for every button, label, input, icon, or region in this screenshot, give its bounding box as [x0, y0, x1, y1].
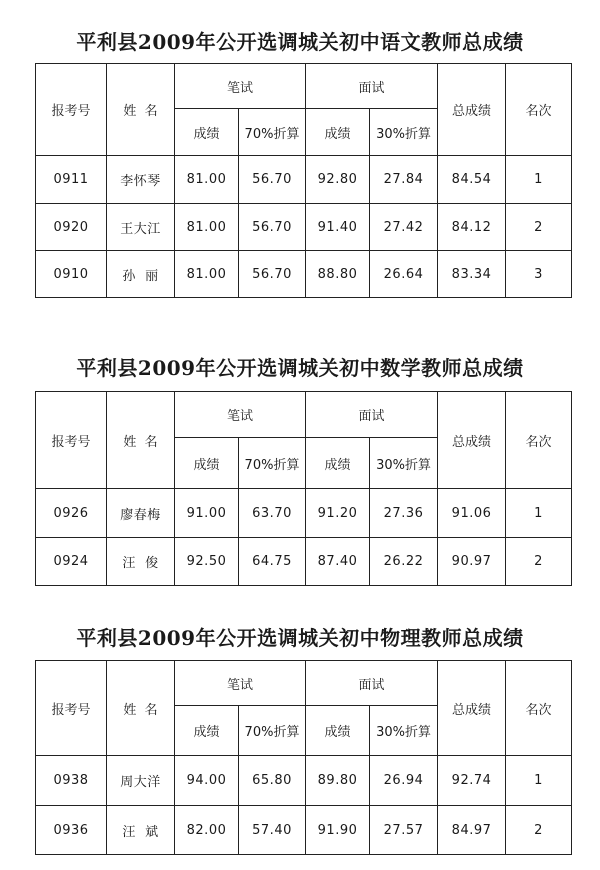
section-title: 平利县2009年公开选调城关初中数学教师总成绩 [76, 356, 524, 380]
header-name: 姓 名 [107, 64, 175, 156]
rank-cell: 3 [506, 251, 572, 298]
header-rank: 名次 [506, 392, 572, 489]
written-70-cell: 56.70 [239, 156, 306, 204]
written-score-cell: 82.00 [175, 806, 239, 855]
total-cell: 84.54 [438, 156, 506, 204]
rank-cell: 1 [506, 489, 572, 538]
header-total: 总成绩 [438, 661, 506, 756]
interview-30-cell: 26.94 [370, 756, 438, 806]
section-physics [0, 622, 600, 840]
interview-30-cell: 26.64 [370, 251, 438, 298]
section-chinese [0, 26, 600, 284]
name-cell: 王大江 [107, 204, 175, 251]
written-score-cell: 92.50 [175, 538, 239, 586]
interview-score-cell: 91.20 [306, 489, 370, 538]
header-rank: 名次 [506, 661, 572, 756]
table-row [36, 489, 572, 538]
header-interview-score: 成绩 [306, 706, 370, 756]
total-cell: 91.06 [438, 489, 506, 538]
header-interview: 面试 [306, 64, 438, 109]
header-interview-30: 30%折算 [370, 438, 438, 489]
written-70-cell: 56.70 [239, 251, 306, 298]
interview-score-cell: 91.90 [306, 806, 370, 855]
header-rank: 名次 [506, 64, 572, 156]
interview-30-cell: 27.42 [370, 204, 438, 251]
name-cell: 汪 斌 [107, 806, 175, 855]
interview-30-cell: 27.57 [370, 806, 438, 855]
interview-30-cell: 26.22 [370, 538, 438, 586]
header-written-score: 成绩 [175, 706, 239, 756]
total-cell: 84.12 [438, 204, 506, 251]
scores-table [35, 391, 572, 586]
header-name: 姓 名 [107, 392, 175, 489]
header-interview-score: 成绩 [306, 438, 370, 489]
header-interview-score: 成绩 [306, 109, 370, 156]
written-score-cell: 94.00 [175, 756, 239, 806]
interview-score-cell: 91.40 [306, 204, 370, 251]
rank-cell: 2 [506, 204, 572, 251]
exam-no-cell: 0911 [36, 156, 107, 204]
exam-no-cell: 0926 [36, 489, 107, 538]
header-written: 笔试 [175, 392, 306, 438]
interview-score-cell: 87.40 [306, 538, 370, 586]
interview-score-cell: 88.80 [306, 251, 370, 298]
section-title: 平利县2009年公开选调城关初中语文教师总成绩 [76, 30, 524, 54]
written-70-cell: 63.70 [239, 489, 306, 538]
interview-30-cell: 27.84 [370, 156, 438, 204]
total-cell: 92.74 [438, 756, 506, 806]
interview-score-cell: 89.80 [306, 756, 370, 806]
total-cell: 83.34 [438, 251, 506, 298]
exam-no-cell: 0920 [36, 204, 107, 251]
table-row [36, 756, 572, 806]
scores-table [35, 63, 572, 298]
header-exam-no: 报考号 [36, 661, 107, 756]
header-written-70: 70%折算 [239, 109, 306, 156]
header-written-score: 成绩 [175, 109, 239, 156]
exam-no-cell: 0936 [36, 806, 107, 855]
rank-cell: 2 [506, 538, 572, 586]
interview-30-cell: 27.36 [370, 489, 438, 538]
interview-score-cell: 92.80 [306, 156, 370, 204]
name-cell: 廖春梅 [107, 489, 175, 538]
written-score-cell: 81.00 [175, 204, 239, 251]
rank-cell: 1 [506, 156, 572, 204]
header-written-70: 70%折算 [239, 706, 306, 756]
header-interview-30: 30%折算 [370, 706, 438, 756]
header-written-70: 70%折算 [239, 438, 306, 489]
scores-table [35, 660, 572, 855]
table-row [36, 251, 572, 298]
written-70-cell: 64.75 [239, 538, 306, 586]
rank-cell: 1 [506, 756, 572, 806]
written-score-cell: 81.00 [175, 156, 239, 204]
section-title: 平利县2009年公开选调城关初中物理教师总成绩 [76, 626, 524, 650]
header-written-score: 成绩 [175, 438, 239, 489]
exam-no-cell: 0938 [36, 756, 107, 806]
exam-no-cell: 0910 [36, 251, 107, 298]
table-row [36, 204, 572, 251]
exam-no-cell: 0924 [36, 538, 107, 586]
header-written: 笔试 [175, 64, 306, 109]
header-interview-30: 30%折算 [370, 109, 438, 156]
section-math [0, 352, 600, 571]
header-total: 总成绩 [438, 64, 506, 156]
total-cell: 84.97 [438, 806, 506, 855]
total-cell: 90.97 [438, 538, 506, 586]
name-cell: 李怀琴 [107, 156, 175, 204]
written-score-cell: 91.00 [175, 489, 239, 538]
header-interview: 面试 [306, 661, 438, 706]
header-written: 笔试 [175, 661, 306, 706]
header-name: 姓 名 [107, 661, 175, 756]
name-cell: 孙 丽 [107, 251, 175, 298]
table-row [36, 806, 572, 855]
written-score-cell: 81.00 [175, 251, 239, 298]
header-exam-no: 报考号 [36, 392, 107, 489]
table-row [36, 156, 572, 204]
header-interview: 面试 [306, 392, 438, 438]
header-total: 总成绩 [438, 392, 506, 489]
name-cell: 周大洋 [107, 756, 175, 806]
written-70-cell: 57.40 [239, 806, 306, 855]
written-70-cell: 65.80 [239, 756, 306, 806]
header-exam-no: 报考号 [36, 64, 107, 156]
name-cell: 汪 俊 [107, 538, 175, 586]
rank-cell: 2 [506, 806, 572, 855]
written-70-cell: 56.70 [239, 204, 306, 251]
table-row [36, 538, 572, 586]
